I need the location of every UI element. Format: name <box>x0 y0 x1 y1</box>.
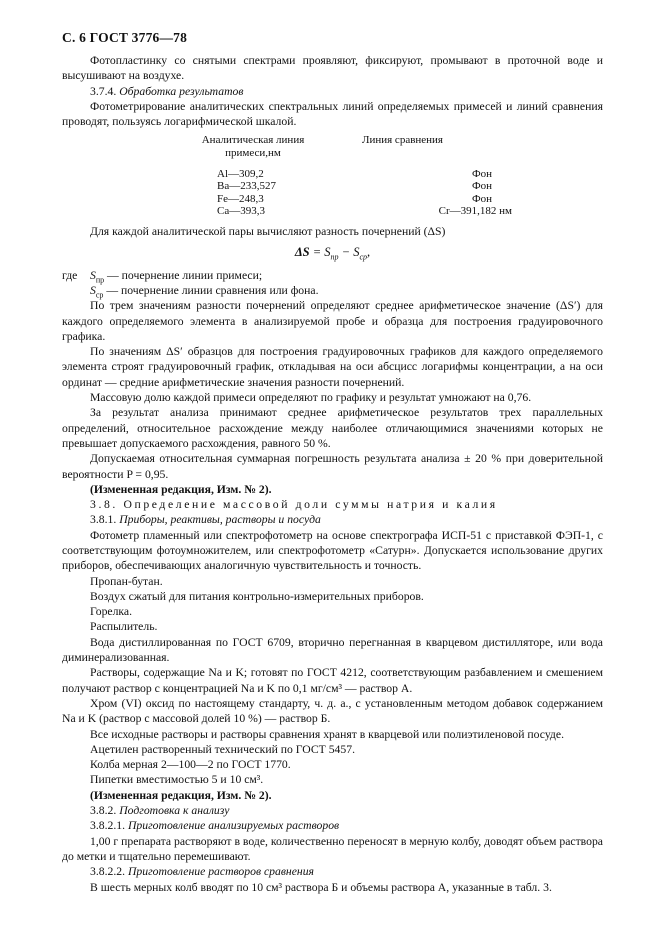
section-heading-3-8-1 <box>62 512 603 527</box>
table-header <box>62 134 603 159</box>
amendment-note: (Измененная редакция, Изм. № 2). <box>90 788 272 802</box>
paragraph: 1,00 г препарата растворяют в воде, количественно переносят в мерную колбу, доводят объем раствора до метки и тщательно перемешивают. <box>62 834 603 863</box>
table-cell: Фон <box>471 167 493 180</box>
list-item: Горелка. <box>90 605 133 619</box>
section-number: 3.8.2.2. <box>90 865 126 879</box>
table-row <box>62 193 603 206</box>
paragraph: Хром (VI) оксид по настоящему стандарту, ч. д. а., с установленным методом добавок содержанием Na и K (раствор с массовой долей 10 %) — раствор Б. <box>62 696 603 726</box>
list-item: Пипетки вместимостью 5 и 10 см³. <box>90 773 264 787</box>
section-number: 3.8.2. <box>90 804 117 818</box>
section-number: 3.7.4. <box>90 84 117 98</box>
section-title: Приготовление растворов сравнения <box>127 865 314 879</box>
paragraph: По трем значениям разности почернений определяют среднее арифметическое значение (ΔS′) для каждого определяемого элемента в анализируемой пробе и образца для построения градуировочного графика. <box>62 299 603 343</box>
section-title: Приготовление анализируемых растворов <box>127 819 340 833</box>
section-heading-3-8: 3.8. Определение массовой доли суммы натрия и калия <box>90 498 498 512</box>
section-title: Подготовка к анализу <box>119 804 230 818</box>
section-heading-3-8-2-2 <box>62 864 603 879</box>
section-number: 3.8.1. <box>90 513 117 527</box>
paragraph: Для каждой аналитической пары вычисляют разность почернений (ΔS) <box>90 225 446 239</box>
paragraph: Допускаемая относительная суммарная погрешность результата анализа ± 20 % при доверительной вероятности P = 0,95. <box>62 452 603 481</box>
paragraph: Фотопластинку со снятыми спектрами проявляют, фиксируют, промывают в проточной воде и высушивают на воздухе. <box>62 54 603 83</box>
table-row <box>62 180 603 193</box>
paragraph: Все исходные растворы и растворы сравнения хранят в кварцевой или полиэтиленовой посуде. <box>90 727 564 741</box>
section-heading-3-8-2-1 <box>62 818 603 833</box>
table-row <box>62 168 603 181</box>
section-title: Обработка результатов <box>119 84 244 98</box>
section-title: Приборы, реактивы, растворы и посуда <box>119 513 321 527</box>
paragraph: По значениям ΔS′ образцов для построения градуировочных графиков для каждого определяемого элемента строят градуировочный график, откладывая на оси абсцисс логарифмы концентрации, а на оси ординат — средние арифметические значения разности почернений. <box>62 345 603 389</box>
table-cell: Al—309,2 <box>217 167 264 180</box>
page-header: С. 6 ГОСТ 3776—78 <box>62 30 188 45</box>
table-cell: Ba—233,527 <box>217 180 276 193</box>
column-header-analytical-line: Аналитическая линия примеси,нм <box>201 134 305 160</box>
table-row <box>62 205 603 218</box>
section-heading-3-8-2 <box>62 803 603 818</box>
paragraph: За результат анализа принимают среднее арифметическое результатов трех параллельных определений, относительное расхождение между наиболее отличающимися значениями которых не превышает допускаемого расхождения, равного 50 %. <box>62 406 603 450</box>
table-cell: Фон <box>471 180 493 193</box>
paragraph: Растворы, содержащие Na и K; готовят по ГОСТ 4212, соответствующим разбавлением и смешением получают раствор с концентрацией Na и K по 0,1 мг/см³ — раствор А. <box>62 666 603 695</box>
list-item: Пропан-бутан. <box>90 574 163 588</box>
list-item: Ацетилен растворенный технический по ГОСТ 5457. <box>90 742 355 756</box>
list-item: Распылитель. <box>90 620 158 634</box>
paragraph: Фотометр пламенный или спектрофотометр на основе спектрографа ИСП-51 с приставкой ФЭП-1, с соответствующим фотоумножителем, или спектрофотометр «Сатурн». Допускается использование других приборов, обеспечивающих аналогичную чувствительность и точность. <box>62 528 603 573</box>
amendment-note: (Измененная редакция, Изм. № 2). <box>90 482 272 496</box>
formula-legend-2: $S_{ср}$ — почернение линии сравнения или фона. <box>90 283 319 300</box>
section-number: 3.8.2.1. <box>90 819 126 833</box>
formula: $\Delta S = S_{пр} - S_{ср}$, <box>294 245 371 262</box>
table-cell: Ca—393,3 <box>217 205 265 218</box>
list-item: Колба мерная 2—100—2 по ГОСТ 1770. <box>90 758 291 772</box>
paragraph: В шесть мерных колб вводят по 10 см³ раствора Б и объемы раствора А, указанные в табл. 3. <box>90 880 552 894</box>
formula-legend-1: где $S_{пр}$ — почернение линии примеси; <box>62 268 263 284</box>
table-cell: Cr—391,182 нм <box>438 205 512 218</box>
spectral-lines-table <box>62 134 603 218</box>
column-header-reference-line: Линия сравнения <box>362 134 443 147</box>
paragraph: Массовую долю каждой примеси определяют по графику и результат умножают на 0,76. <box>90 391 532 405</box>
table-cell: Fe—248,3 <box>217 192 264 205</box>
paragraph: Вода дистиллированная по ГОСТ 6709, вторично перегнанная в кварцевом дистилляторе, или вода диминерализованная. <box>62 635 603 665</box>
list-item: Воздух сжатый для питания контрольно-измерительных приборов. <box>90 589 424 603</box>
page-content <box>62 53 603 895</box>
table-cell: Фон <box>471 192 493 205</box>
paragraph: Фотометрирование аналитических спектральных линий определяемых примесей и линий сравнения проводят, пользуясь логарифмической шкалой. <box>62 99 603 129</box>
section-heading-3-7-4 <box>62 84 603 99</box>
